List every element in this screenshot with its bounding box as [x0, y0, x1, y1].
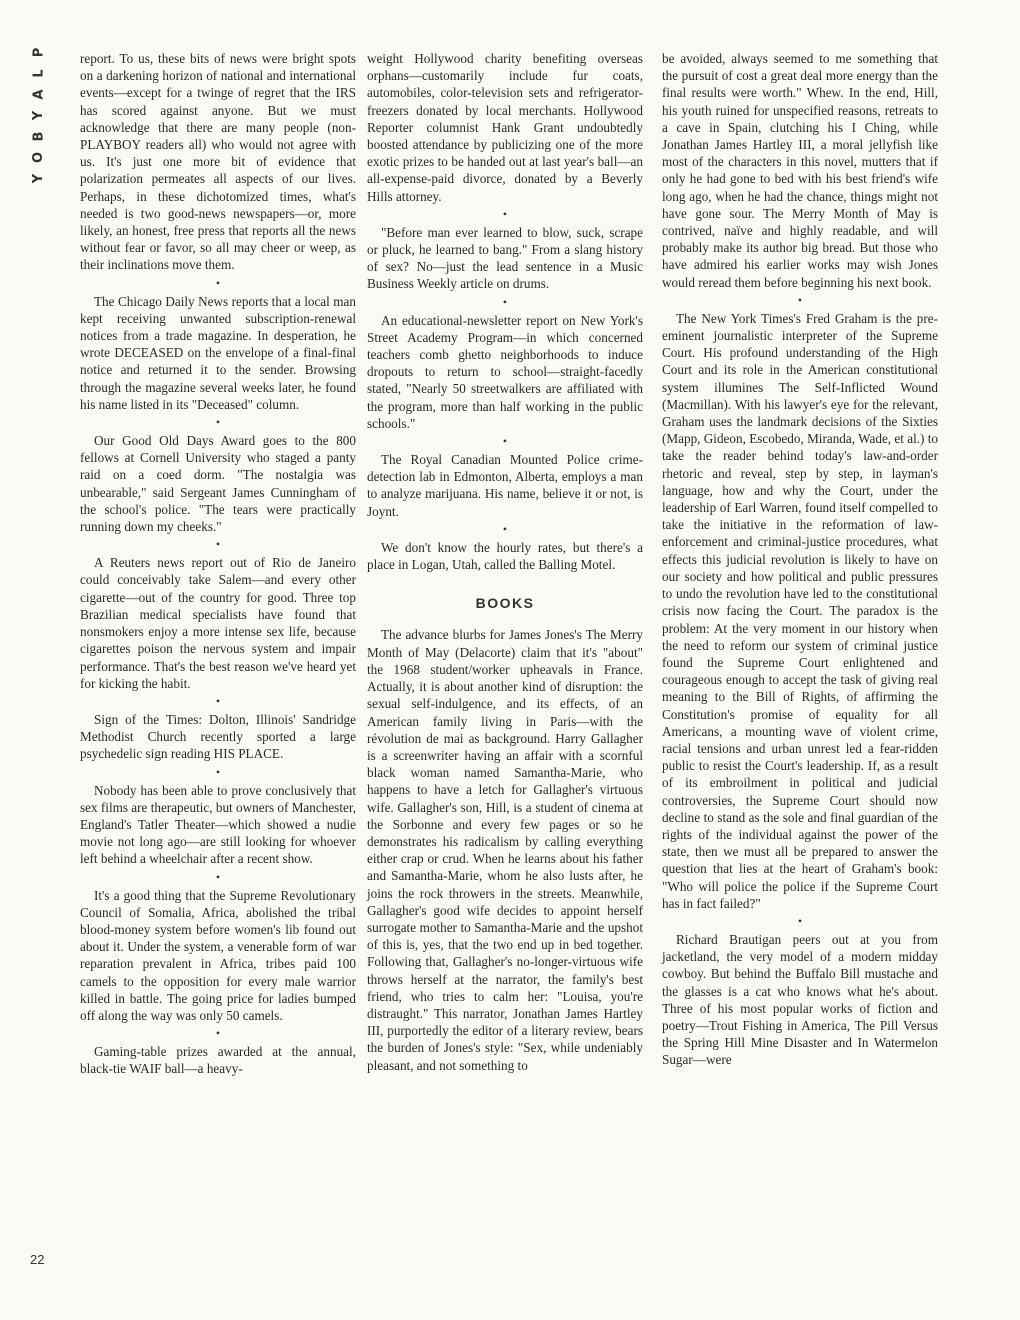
paragraph: The New York Times's Fred Graham is the pre-eminent journalistic interpreter of the Supreme Court. His profound understanding of the High Court and its role in the American constitutional system illumines The Self-Inflicted Wound (Macmillan). With his lawyer's eye for the relevant, Graham uses the landmark decisions of the Sixties (Mapp, Gideon, Escobedo, Miranda, Wade, et al.) to take the reader behind today's law-and-order rhetoric and reveal, step by step, in layman's language, how and why the Court, under the leadership of Earl Warren, found itself compelled to take the initiative in the reformation of law-enforcement and criminal-justice procedures, what effects this judicial revolution is likely to have on our society and how political and public pressures to undo the revolution have led to the constitutional crisis now facing the Court. The paradox is the problem: At the very moment in our history when the need to reform our system of criminal justice found the Supreme Court enlightened and courageous enough to accept the task of giving real meaning to the Bill of Rights, of affirming the Constitution's promise of equality for all Americans, a mounting wave of violent crime, racial tensions and urban unrest led a fear-ridden public to resist the Court's leadership. If, as a result of its embroilment in political and judicial controversies, the Supreme Court should now decline to stand as the sole and final guardian of the rights of the individual against the power of the state, then we must all be prepared to answer the question that lies at the heart of Graham's book: "Who will police the police if the Supreme Court has in fact failed?": [662, 310, 938, 911]
column-1: [80, 50, 356, 1078]
masthead-letter: O: [31, 151, 47, 164]
paragraph: The Chicago Daily News reports that a local man kept receiving unwanted subscription-renewal notices from a trade magazine. In desperation, he wrote DECEASED on the envelope of a final-final notice and returned it to the sender. Browsing through the magazine several weeks later, he found his name listed in its "Deceased" column.: [80, 293, 356, 412]
paragraph: be avoided, always seemed to me something that the pursuit of cost a great deal more energy than the final results were worth." Whew. In the end, Hill, his youth ruined for unspecified reasons, retreats to a cave in Spain, clutching his I Ching, while Jonathan James Hartley III, a moral jellyfish like most of the characters in this novel, mutters that if only he had gone to bed with his best friend's wife long ago, when he had the chance, things might not have gone sour. The Merry Month of May is contrived, naïve and highly readable, and will probably make its author big bread. But those who have admired his earlier works may wish Jones would reread them before beginning his next book.: [662, 51, 938, 290]
masthead-letter: Y: [31, 110, 47, 121]
playboy-masthead: [22, 42, 56, 189]
column-2: [367, 50, 643, 1074]
separator-bullet: •: [215, 764, 221, 779]
page-number: 22: [30, 1252, 45, 1267]
separator-bullet: •: [502, 521, 508, 536]
paragraph: Richard Brautigan peers out at you from jacketland, the very model of a modern midday cowboy. But behind the Buffalo Bill mustache and the glasses is a cat who knows what he's about. Three of his most popular works of fiction and poetry—Trout Fishing in America, The Pill Versus the Spring Hill Mine Disaster and In Watermelon Sugar—were: [662, 931, 938, 1068]
paragraph: An educational-newsletter report on New York's Street Academy Program—in which concerned teachers comb ghetto neighborhoods to induce dropouts to return to school—straight-facedly stated, "Nearly 50 streetwalkers are affiliated with the program, more than half working in the public schools.": [367, 312, 643, 431]
paragraph: It's a good thing that the Supreme Revolutionary Council of Somalia, Africa, abolished the tribal blood-money system before women's lib found out about it. Under the system, a venerable form of war reparation prevalent in Africa, tribes paid 100 camels to the opposition for every male warrior killed in battle. The going price for ladies bumped off along the way was only 50 camels.: [80, 887, 356, 1023]
separator-bullet: •: [797, 292, 803, 307]
column-3: [662, 50, 938, 1069]
separator-bullet: •: [502, 294, 508, 309]
paragraph: We don't know the hourly rates, but there's a place in Logan, Utah, called the Balling Motel.: [367, 539, 643, 573]
separator-bullet: •: [502, 206, 508, 221]
separator-bullet: •: [215, 1026, 221, 1041]
masthead-letter: A: [31, 89, 47, 100]
separator-bullet: •: [215, 869, 221, 884]
paragraph: A Reuters news report out of Rio de Janeiro could conceivably take Salem—and every other cigarette—out of the country for good. Three top Brazilian medical specialists have found that nonsmokers enjoy a more intense sex life, because cigarettes poison the nervous system and impair performance. That's the best reason we've heard yet for kicking the habit.: [80, 555, 356, 691]
masthead-letter: L: [31, 69, 47, 78]
paragraph: "Before man ever learned to blow, suck, scrape or pluck, he learned to bang." From a slang history of sex? No—just the lead sentence in a Music Business Weekly article on drums.: [367, 224, 643, 292]
paragraph: The Royal Canadian Mounted Police crime-detection lab in Edmonton, Alberta, employs a man to analyze marijuana. His name, believe it or not, is Joynt.: [367, 452, 643, 519]
separator-bullet: •: [502, 434, 508, 449]
paragraph: Nobody has been able to prove conclusively that sex films are therapeutic, but owners of Manchester, England's Tatler Theater—which showed a nudie movie not long ago—are still looking for whoever left behind a wheelchair after a recent show.: [80, 782, 356, 867]
separator-bullet: •: [215, 275, 221, 290]
masthead-letter: B: [31, 131, 47, 142]
paragraph: weight Hollywood charity benefiting overseas orphans—customarily include fur coats, automobiles, color-television sets and refrigerator-freezers donated by local merchants. Hollywood Reporter columnist Hank Grant undoubtedly boosted attendance by publicizing one of the more exotic prizes to be handed out at last year's ball—an all-expense-paid divorce, donated by a Beverly Hills attorney.: [367, 51, 643, 204]
masthead-letter: P: [31, 47, 47, 58]
section-heading-books: BOOKS: [475, 595, 535, 612]
paragraph: Sign of the Times: Dolton, Illinois' Sandridge Methodist Church recently sported a large psychedelic sign reading HIS PLACE.: [80, 711, 356, 762]
separator-bullet: •: [797, 913, 803, 928]
separator-bullet: •: [215, 537, 221, 552]
paragraph: Our Good Old Days Award goes to the 800 fellows at Cornell University who staged a panty raid on a coed dorm. "The nostalgia was unbearable," said Sergeant James Cunningham of the school's police. "The tears were practically running down my cheeks.": [80, 433, 356, 535]
separator-bullet: •: [215, 415, 221, 430]
separator-bullet: •: [215, 693, 221, 708]
masthead-letter: Y: [31, 173, 47, 184]
paragraph: The advance blurbs for James Jones's The Merry Month of May (Delacorte) claim that it's "about" the 1968 student/worker upheavals in France. Actually, it is about another kind of disruption: the sexual self-indulgence, and its effects, of an American family living in Paris—with the révolution de mai as background. Harry Gallagher is a screenwriter having an affair with a scornful black woman named Samantha-Marie, who happens to have a letch for Gallagher's virtuous wife. Gallagher's son, Hill, is a student of cinema at the Sorbonne and every few pages or so he demonstrates his radicalism by calling everything either crap or crud. When he learns about his father and Samantha-Marie, whom he also lusts after, he joins the rock throwers in the streets. Meanwhile, Gallagher's good wife decides to appoint herself surrogate mother to Samantha-Marie and the upshot of this is, yes, that the two end up in bed together. Following that, Gallagher's no-longer-virtuous wife throws herself at the narrator, the family's best friend, who tries to calm her: "Louisa, you're distraught." This narrator, Jonathan James Hartley III, purportedly the editor of a literary review, bears the burden of Jones's style: "Sex, while undeniably pleasant, and not something to: [367, 627, 643, 1073]
paragraph: Gaming-table prizes awarded at the annual, black-tie WAIF ball—a heavy-: [80, 1044, 356, 1077]
paragraph: report. To us, these bits of news were bright spots on a darkening horizon of national and international events—except for a twinge of regret that the IRS has scored against anyone. But we must acknowledge that there are many people (non-PLAYBOY readers all) who would not agree with us. It's just one more bit of evidence that polarization permeates all aspects of our lives. Perhaps, in these dichotomized times, what's needed is two good-news newspapers—or, more likely, an honest, free press that reports all the news without fear or favor, so all may cheer or weep, as their inclinations move them.: [80, 51, 356, 273]
